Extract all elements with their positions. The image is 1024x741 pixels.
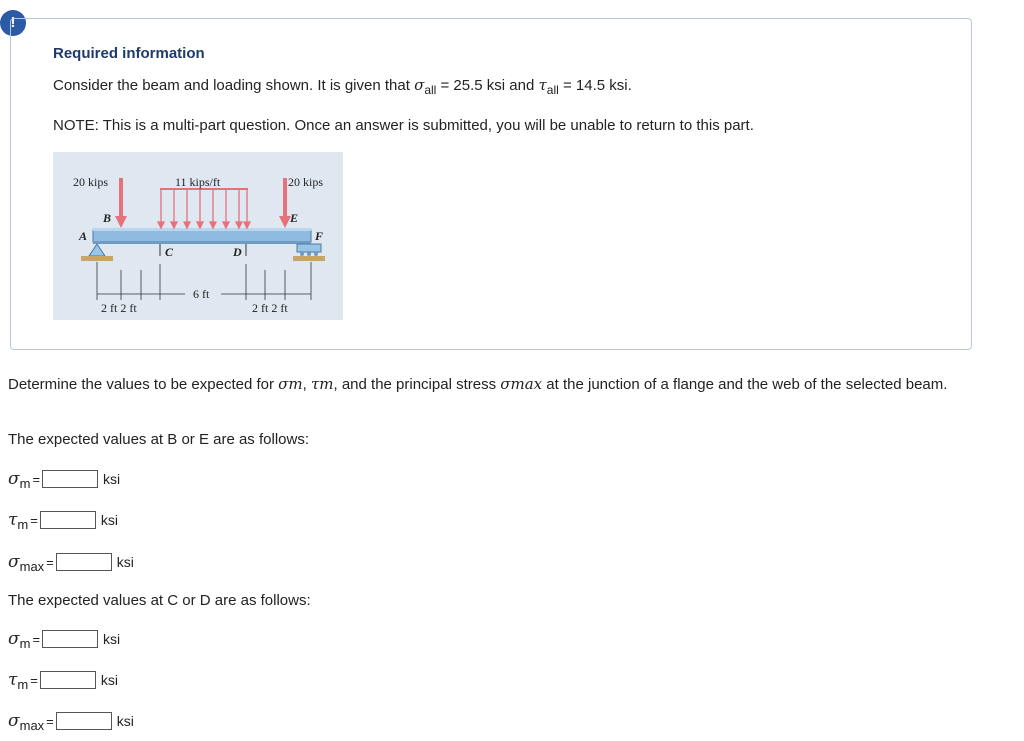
cd-sigma-max-input[interactable] (56, 712, 112, 730)
point-b-label: B (103, 211, 112, 225)
cd-sigma-m-input[interactable] (42, 630, 98, 648)
note-text: NOTE: This is a multi-part question. Once an answer is submitted, you will be unable to return to this part. (53, 117, 754, 134)
section-cd-label: The expected values at C or D are as follows: (8, 592, 311, 609)
beam-diagram (53, 152, 343, 320)
load-right-label: 20 kips (288, 175, 324, 189)
be-sigma-max-input[interactable] (56, 553, 112, 571)
unit-label: ksi (103, 631, 121, 647)
point-e-label: E (290, 211, 299, 225)
unit-label: ksi (116, 713, 134, 729)
unit-label: ksi (103, 471, 121, 487)
left-load-arrowhead (115, 216, 127, 228)
question-text: Determine the values to be expected for σm, τm, and the principal stress σmax at the junction of a flange and the web of the selected beam. (8, 375, 948, 393)
cd-tau-m-row: $\tau_m$ = ksi (8, 670, 118, 692)
section-be-label: The expected values at B or E are as follows: (8, 431, 309, 448)
pin-support (89, 244, 105, 256)
tau-m-label: $\tau_m$ (8, 670, 29, 692)
tau-m-label: $\tau_m$ (8, 510, 29, 532)
unit-label: ksi (116, 554, 134, 570)
unit-label: ksi (100, 512, 118, 528)
be-tau-m-row: $\tau_m$ = ksi (8, 510, 118, 532)
be-sigma-max-row: $\sigma_{max}$ = ksi (8, 552, 134, 574)
roller-support-base (293, 256, 325, 261)
sigma-max-label: $\sigma_{max}$ (8, 552, 45, 574)
cd-tau-m-input[interactable] (40, 671, 96, 689)
distributed-load-arrows (158, 190, 250, 228)
pin-support-base (81, 256, 113, 261)
be-tau-m-input[interactable] (40, 511, 96, 529)
point-c-label: C (165, 245, 174, 259)
point-a-label: A (79, 229, 88, 243)
load-dist-label: 11 kips/ft (175, 175, 221, 189)
roller-wheel (307, 252, 311, 256)
beam-figure (53, 152, 343, 320)
dim-right-label: 2 ft 2 ft (252, 301, 288, 315)
beam-bottom-flange (93, 241, 311, 244)
be-sigma-m-row: $\sigma_m$ = ksi (8, 469, 121, 491)
given-values-text: Consider the beam and loading shown. It is given that $\sigma_{all} = 25.5$ ksi and $\tau_{all} = 14.5$ ksi. (53, 76, 632, 97)
sigma-m-label: $\sigma_m$ (8, 469, 31, 491)
beam-top-flange (93, 228, 311, 231)
roller-support (297, 244, 321, 252)
dim-left-label: 2 ft 2 ft (101, 301, 137, 315)
required-info-title: Required information (53, 45, 205, 62)
cd-sigma-max-row: $\sigma_{max}$ = ksi (8, 711, 134, 733)
point-f-label: F (315, 229, 324, 243)
beam (93, 230, 311, 242)
cd-sigma-m-row: $\sigma_m$ = ksi (8, 629, 121, 651)
unit-label: ksi (100, 672, 118, 688)
roller-wheel (300, 252, 304, 256)
alert-icon: ! (0, 10, 26, 36)
load-left-label: 20 kips (73, 175, 109, 189)
sigma-max-label: $\sigma_{max}$ (8, 711, 45, 733)
point-d-label: D (233, 245, 242, 259)
dim-mid-label: 6 ft (193, 287, 210, 301)
sigma-m-label: $\sigma_m$ (8, 629, 31, 651)
roller-wheel (314, 252, 318, 256)
be-sigma-m-input[interactable] (42, 470, 98, 488)
